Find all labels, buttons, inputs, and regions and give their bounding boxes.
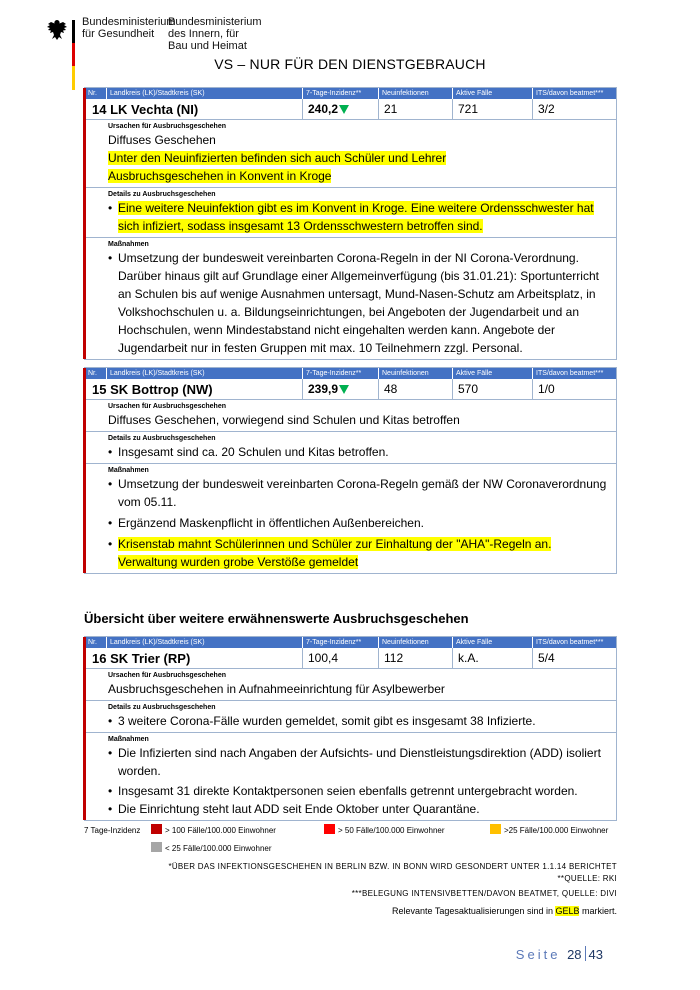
header-nr: Nr. <box>85 368 107 379</box>
details-bullet: • 3 weitere Corona-Fälle wurden gemeldet, somit gibt es insgesamt 38 Infizierte. <box>108 712 610 730</box>
german-flag-bar <box>72 20 75 90</box>
highlight-text: Eine weitere Neuinfektion gibt es im Konvent in Kroge. Eine weitere Ordensschwester hat sich infiziert, sodass insgesamt 13 Ordensschwestern betroffen sind. <box>118 201 594 233</box>
entry-its: 3/2 <box>538 102 555 116</box>
highlight-text: Krisenstab mahnt Schülerinnen und Schüler zur Einhaltung der "AHA"-Regeln an. Verwaltung wurden grobe Verstöße gemeldet <box>118 537 552 569</box>
footnote-relevant-updates <box>392 906 617 916</box>
section-label: Ursachen für Ausbruchsgeschehen <box>108 403 226 410</box>
entry-aktive: 721 <box>453 99 533 119</box>
ursachen-text: Ausbruchsgeschehen in Aufnahmeeinrichtung für Asylbewerber <box>108 682 445 696</box>
header-landkreis: Landkreis (LK)/Stadtkreis (SK) <box>107 368 303 379</box>
massnahmen-bullet: • Insgesamt 31 direkte Kontaktpersonen seien ebenfalls getrennt untergebracht worden. <box>108 782 610 800</box>
details-bullet: • Insgesamt sind ca. 20 Schulen und Kitas betroffen. <box>108 443 610 461</box>
legend-swatch-red <box>324 824 335 834</box>
page-number <box>516 946 603 962</box>
header-nr: Nr. <box>85 88 107 99</box>
legend-text: >25 Fälle/100.000 Einwohner <box>504 826 609 835</box>
header-neuinfektionen: Neuinfektionen <box>379 88 453 99</box>
incidence-color-bar <box>83 637 86 820</box>
trend-down-icon <box>339 385 349 394</box>
highlight-text: GELB <box>555 906 580 916</box>
header-aktive: Aktive Fälle <box>453 368 533 379</box>
outbreak-entry-16 <box>84 636 617 821</box>
federal-eagle-icon <box>46 18 68 42</box>
footnote-text: Relevante Tagesaktualisierungen sind in <box>392 906 556 916</box>
section-ursachen <box>85 669 616 701</box>
section-massnahmen <box>85 733 616 820</box>
header-landkreis: Landkreis (LK)/Stadtkreis (SK) <box>107 637 303 648</box>
entry-data-row <box>85 99 616 120</box>
footnote-rki: **QUELLE: RKI <box>557 874 617 883</box>
footnote-divi: ***BELEGUNG INTENSIVBETTEN/DAVON BEATMET, QUELLE: DIVI <box>351 889 617 898</box>
section-massnahmen <box>85 464 616 573</box>
flag-black <box>72 20 75 43</box>
section-label: Details zu Ausbruchsgeschehen <box>108 435 216 442</box>
section-label: Maßnahmen <box>108 467 149 474</box>
entry-name <box>85 99 303 119</box>
section-label: Ursachen für Ausbruchsgeschehen <box>108 123 226 130</box>
entry-data-row <box>85 379 616 400</box>
legend-swatch-grey <box>151 842 162 852</box>
massnahmen-bullet: • Umsetzung der bundesweit vereinbarten Corona-Regeln gemäß der NW Coronaverordnung vom 05.11. <box>108 475 610 511</box>
incidence-legend <box>84 824 617 860</box>
header-landkreis: Landkreis (LK)/Stadtkreis (SK) <box>107 88 303 99</box>
entry-name <box>85 379 303 399</box>
header-its: ITS/davon beatmet*** <box>536 90 604 97</box>
legend-swatch-dark-red <box>151 824 162 834</box>
entry-neuinfektionen: 48 <box>379 379 453 399</box>
incidence-color-bar <box>83 88 86 359</box>
entry-neuinfektionen: 112 <box>379 648 453 668</box>
entry-aktive: 570 <box>453 379 533 399</box>
ursachen-text <box>108 149 610 167</box>
legend-swatch-orange <box>490 824 501 834</box>
header-its: ITS/davon beatmet*** <box>536 370 604 377</box>
section-label: Maßnahmen <box>108 241 149 248</box>
section-label: Details zu Ausbruchsgeschehen <box>108 191 216 198</box>
inzidenz-value: 240,2 <box>308 102 339 116</box>
legend-text: > 100 Fälle/100.000 Einwohner <box>165 826 276 835</box>
table-header-row <box>85 637 616 648</box>
details-bullet <box>108 199 610 235</box>
ursachen-text: Diffuses Geschehen, vorwiegend sind Schulen und Kitas betroffen <box>108 413 460 427</box>
legend-text: < 25 Fälle/100.000 Einwohner <box>165 844 272 853</box>
page-label: Seite <box>515 947 561 962</box>
entry-its: 1/0 <box>538 382 555 396</box>
header-aktive: Aktive Fälle <box>453 88 533 99</box>
entry-neuinfektionen: 21 <box>379 99 453 119</box>
massnahmen-bullet <box>108 535 610 571</box>
inzidenz-value: 239,9 <box>308 382 339 396</box>
entry-district: LK Vechta (NI) <box>110 102 199 117</box>
header-neuinfektionen: Neuinfektionen <box>379 637 453 648</box>
table-header-row <box>85 88 616 99</box>
entry-name <box>85 648 303 668</box>
ministry-health-label: Bundesministerium für Gesundheit <box>82 16 176 40</box>
entry-inzidenz <box>303 379 379 399</box>
header-inzidenz: 7-Tage-Inzidenz** <box>303 88 379 99</box>
massnahmen-bullet: • Ergänzend Maskenpflicht in öffentlichen Außenbereichen. <box>108 514 610 532</box>
table-header-row <box>85 368 616 379</box>
highlight-text: Unter den Neuinfizierten befinden sich auch Schüler und Lehrer <box>108 151 447 165</box>
incidence-color-bar <box>83 368 86 573</box>
footnote-text: markiert. <box>579 906 617 916</box>
outbreak-entry-15 <box>84 367 617 574</box>
section-details <box>85 188 616 238</box>
entry-district: SK Bottrop (NW) <box>110 382 213 397</box>
massnahmen-bullet: • Umsetzung der bundesweit vereinbarten Corona-Regeln in der NI Corona-Verordnung. Darüber hinaus gilt auf Grundlage einer Allgemeinverfügung (bis 31.01.21): Sportunterricht an Schulen bis auf wenige Ausnahmen untersagt, Mund-Nasen-Schutz am Arbeitsplatz, in Volkshochschulen u. a. Bildungseinrichtungen, bei Angeboten der Jugendarbeit und an Hochschulen, wenn Mindestabstand nicht eingehalten werden kann. Angebote der Jugendarbeit nur in festen Gruppen mit max. 10 Teilnehmern zzgl. Personal. <box>108 249 610 357</box>
header-inzidenz: 7-Tage-Inzidenz** <box>303 368 379 379</box>
page-total: 43 <box>588 947 603 962</box>
section-ursachen <box>85 120 616 188</box>
section-label: Ursachen für Ausbruchsgeschehen <box>108 672 226 679</box>
header-aktive: Aktive Fälle <box>453 637 533 648</box>
legend-text: > 50 Fälle/100.000 Einwohner <box>338 826 445 835</box>
ursachen-text <box>108 167 610 185</box>
section-massnahmen <box>85 238 616 359</box>
section-label: Details zu Ausbruchsgeschehen <box>108 704 216 711</box>
massnahmen-bullet: • Die Infizierten sind nach Angaben der Aufsichts- und Dienstleistungsdirektion (ADD) isoliert worden. <box>108 744 610 780</box>
section-title: Übersicht über weitere erwähnenswerte Ausbruchsgeschehen <box>84 611 469 626</box>
trend-down-icon <box>339 105 349 114</box>
entry-number: 16 <box>92 651 107 666</box>
entry-inzidenz: 100,4 <box>303 648 379 668</box>
section-label: Maßnahmen <box>108 736 149 743</box>
outbreak-entry-14 <box>84 87 617 360</box>
section-ursachen <box>85 400 616 432</box>
ministry-interior-label: Bundesministerium des Innern, für Bau und Heimat <box>168 16 262 52</box>
entry-its: 5/4 <box>538 651 555 665</box>
page-separator <box>585 946 586 961</box>
section-details <box>85 701 616 733</box>
entry-district: SK Trier (RP) <box>110 651 191 666</box>
massnahmen-bullet: • Die Einrichtung steht laut ADD seit Ende Oktober unter Quarantäne. <box>108 800 610 818</box>
entry-data-row <box>85 648 616 669</box>
header-nr: Nr. <box>85 637 107 648</box>
entry-aktive: k.A. <box>453 648 533 668</box>
header-neuinfektionen: Neuinfektionen <box>379 368 453 379</box>
header-its: ITS/davon beatmet*** <box>536 639 604 646</box>
ursachen-text: Diffuses Geschehen <box>108 133 216 147</box>
entry-number: 15 <box>92 382 107 397</box>
entry-number: 14 <box>92 102 107 117</box>
section-details <box>85 432 616 464</box>
classification-label: VS – NUR FÜR DEN DIENSTGEBRAUCH <box>214 56 486 72</box>
entry-inzidenz <box>303 99 379 119</box>
header-inzidenz: 7-Tage-Inzidenz** <box>303 637 379 648</box>
footnote-berlin-bonn: *ÜBER DAS INFEKTIONSGESCHEHEN IN BERLIN BZW. IN BONN WIRD GESONDERT UNTER 1.1.14 BERICHTET <box>168 862 617 871</box>
legend-label: 7 Tage-Inzidenz <box>84 826 141 835</box>
page-current: 28 <box>567 947 582 962</box>
highlight-text: Ausbruchsgeschehen in Konvent in Kroge <box>108 169 332 183</box>
